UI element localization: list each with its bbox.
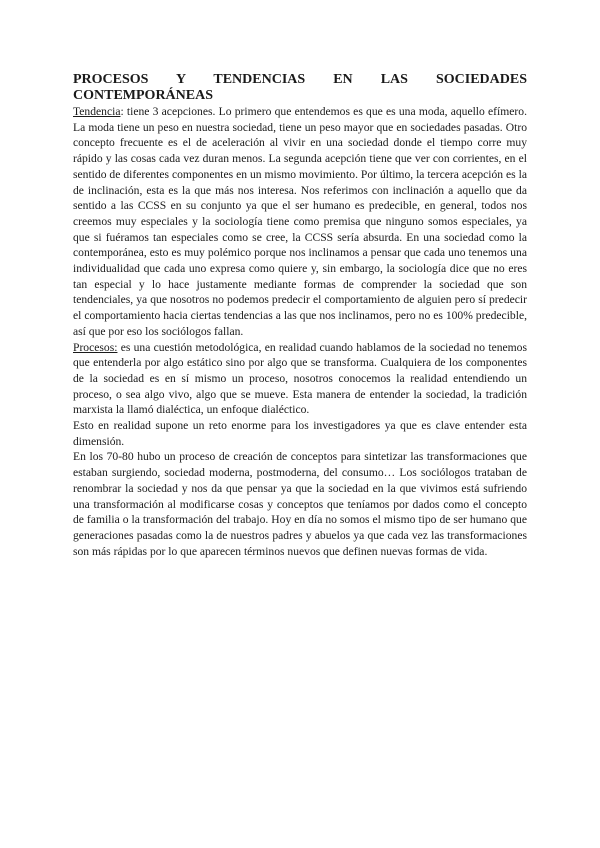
paragraph-procesos [73,340,527,419]
paragraph-body: Esto en realidad supone un reto enorme para los investigadores ya que es clave entender esta dimensión. [73,419,527,448]
document-title [73,72,527,104]
term-procesos: Procesos: [73,340,118,354]
paragraph-body: : tiene 3 acepciones. Lo primero que entendemos es que es una moda, aquello efímero. La moda tiene un peso en nuestra sociedad, tiene un peso mayor que en sociedades pasadas. Otro concepto frecuente es el de aceleración al vivir en una sociedad donde el tiempo corre muy rápido y las cosas cada vez duran menos. La segunda acepción tiene que ver con corrientes, en el sentido de diferentes componentes en un mismo movimiento. Por último, la tercera acepción es la de inclinación, esta es la que más nos interesa. Nos referimos con inclinación a aquello que da sentido a las CCSS en su conjunto ya que el ser humano es predecible, en general, todos nos creemos muy especiales y la sociología tiene como premisa que ninguno somos especiales, ya que si fuéramos tan especiales como se cree, la CCSS sería absurda. En una sociedad como la contemporánea, esto es muy polémico porque nos inclinamos a pensar que cada uno tenemos una individualidad que cada uno expresa como quiere y, sin embargo, la sociología dice que no eres tan especial y lo hace justamente mediante formas de comprender la sociedad que son tendenciales, ya que nosotros no podemos predecir el comportamiento de alguien pero sí predecir el comportamiento hacia ciertas tendencias a las que nos inclinamos, pero no es 100% predecible, así que por eso los sociólogos fallan. [73,105,527,338]
paragraph-conceptos [73,449,527,559]
document-page [73,72,527,559]
title-line-2: CONTEMPORÁNEAS [73,88,214,103]
title-line-1: PROCESOS Y TENDENCIAS EN LAS SOCIEDADES [73,72,527,87]
paragraph-tendencia [73,104,527,340]
term-tendencia: Tendencia [73,105,121,118]
paragraph-body: En los 70-80 hubo un proceso de creación de conceptos para sintetizar las transformaciones que estaban surgiendo, sociedad moderna, postmoderna, del consumo… Los sociólogos trataban de renombrar la sociedad y nos da que pensar ya que la sociedad en la que vivimos está sufriendo una transformación al modificarse cosas y conceptos que teníamos por dados como el concepto de familia o la transformación del trabajo. Hoy en día no somos el mismo tipo de ser humano que generaciones pasadas como la de nuestros padres y abuelos ya que cada vez las transformaciones son más rápidas por lo que aparecen términos nuevos que definen nuevas formas de vida. [73,450,527,558]
paragraph-body: es una cuestión metodológica, en realidad cuando hablamos de la sociedad no tenemos que entenderla por algo estático sino por algo que se transforma. Cualquiera de los componentes de la sociedad es en sí mismo un proceso, nosotros conocemos la realidad entendiendo un proceso, o sea algo vivo, algo que se mueve. Esta manera de entender la sociedad, la tradición marxista la llamó dialéctica, un enfoque dialéctico. [73,340,527,417]
paragraph-reto [73,418,527,449]
